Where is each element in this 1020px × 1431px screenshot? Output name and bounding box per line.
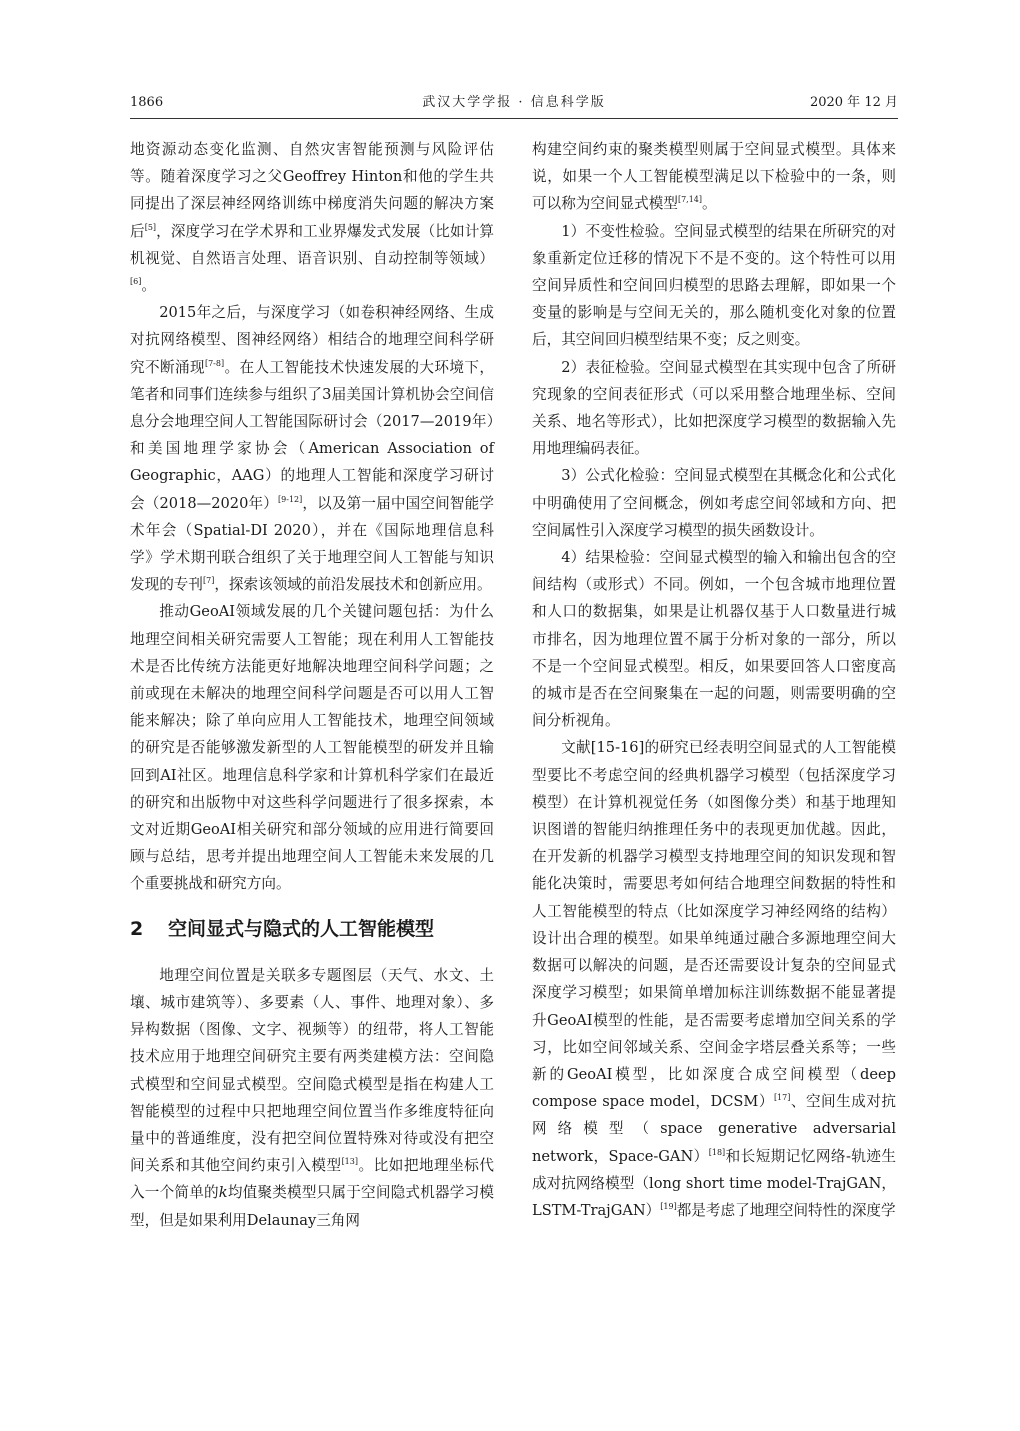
running-header bbox=[130, 92, 898, 119]
paragraph: 2）表征检验。空间显式模型在其实现中包含了所研究现象的空间表征形式（可以采用整合地理坐标、空间关系、地名等形式），比如把深度学习模型的数据输入先用地理编码表征。 bbox=[532, 358, 896, 458]
section-title: 空间显式与隐式的人工智能模型 bbox=[168, 917, 435, 940]
paragraph: 4）结果检验：空间显式模型的输入和输出包含的空间结构（或形式）不同。例如，一个包含城市地理位置和人口的数据集，如果是让机器仅基于人口数量进行城市排名，因为地理位置不属于分析对象的一部分，所以不是一个空间显式模型。相反，如果要回答人口密度高的城市是否在空间聚集在一起的问题，则需要明确的空间分析视角。 bbox=[532, 549, 896, 730]
paragraph: 构建空间约束的聚类模型则属于空间显式模型。具体来说，如果一个人工智能模型满足以下检验中的一条，则可以称为空间显式模型[7,14]。 bbox=[532, 141, 896, 213]
paragraph: 1）不变性检验。空间显式模型的结果在所研究的对象重新定位迁移的情况下不是不变的。这个特性可以用空间异质性和空间回归模型的思路去理解，即如果一个变量的影响是与空间无关的，那么随机变化对象的位置后，其空间回归模型结果不变；反之则变。 bbox=[532, 222, 896, 349]
citation[interactable]: [19] bbox=[660, 1202, 677, 1212]
citation[interactable]: [13] bbox=[341, 1157, 358, 1167]
citation[interactable]: [7,14] bbox=[677, 195, 703, 205]
journal-title: 武汉大学学报 · 信息科学版 bbox=[422, 95, 606, 110]
citation[interactable]: [6] bbox=[130, 277, 142, 287]
paragraph: 2015年之后，与深度学习（如卷积神经网络、生成对抗网络模型、图神经网络）相结合的地理空间科学研究不断涌现[7-8]。在人工智能技术快速发展的大环境下，笔者和同事们连续参与组织了3届美国计算机协会空间信息分会地理空间人工智能国际研讨会（2017—2019年）和美国地理学家协会（American Association of Geographic，AAG）的地理人工智能和深度学习研讨会（2018—2020年）[9-12]，以及第一届中国空间智能学术年会（Spatial-DI 2020），并在《国际地理信息科学》学术期刊联合组织了关于地理空间人工智能与知识发现的专刊[7]，探索该领域的前沿发展技术和创新应用。 bbox=[130, 304, 494, 594]
paragraph: 地资源动态变化监测、自然灾害智能预测与风险评估等。随着深度学习之父Geoffrey Hinton和他的学生共同提出了深层神经网络训练中梯度消失问题的解决方案后[5]，深度学习在学术界和工业界爆发式发展（比如计算机视觉、自然语言处理、语音识别、自动控制等领域）[6]。 bbox=[130, 141, 494, 295]
citation[interactable]: [17] bbox=[773, 1093, 791, 1103]
paragraph: 推动GeoAI领域发展的几个关键问题包括：为什么地理空间相关研究需要人工智能；现在利用人工智能技术是否比传统方法能更好地解决地理空间科学问题；之前或现在未解决的地理空间科学问题是否可以用人工智能来解决；除了单向应用人工智能技术，地理空间领域的研究是否能够激发新型的人工智能模型的研发并且输回到AI社区。地理信息科学家和计算机科学家们在最近的研究和出版物中对这些科学问题进行了很多探索，本文对近期GeoAI相关研究和部分领域的应用进行简要回顾与总结，思考并提出地理空间人工智能未来发展的几个重要挑战和研究方向。 bbox=[130, 603, 494, 893]
citation[interactable]: [18] bbox=[708, 1147, 726, 1157]
citation[interactable]: [9-12] bbox=[278, 494, 303, 504]
paragraph: 文献[15-16]的研究已经表明空间显式的人工智能模型要比不考虑空间的经典机器学习模型（包括深度学习模型）在计算机视觉任务（如图像分类）和基于地理知识图谱的智能归纳推理任务中的表现更加优越。因此，在开发新的机器学习模型支持地理空间的知识发现和智能化决策时，需要思考如何结合地理空间数据的特性和人工智能模型的特点（比如深度学习神经网络的结构）设计出合理的模型。如果单纯通过融合多源地理空间大数据可以解决的问题，是否还需要设计复杂的空间显式深度学习模型；如果简单增加标注训练数据不能显著提升GeoAI模型的性能，是否需要考虑增加空间关系的学习，比如空间邻域关系、空间金字塔层叠关系等；一些新的GeoAI模型，比如深度合成空间模型（deep compose space model，DCSM）[17]、空间生成对抗网络模型（space generative adversarial network，Space-GAN）[18]和长短期记忆网络-轨迹生成对抗网络模型（long short time model-TrajGAN，LSTM-TrajGAN）[19]都是考虑了地理空间特性的深度学 bbox=[532, 739, 896, 1219]
citation[interactable]: [7-8] bbox=[204, 358, 225, 368]
right-column bbox=[532, 136, 896, 1224]
citation[interactable]: [7] bbox=[202, 576, 215, 586]
left-column bbox=[130, 136, 494, 1234]
section-number: 2 bbox=[130, 917, 144, 940]
citation[interactable]: [5] bbox=[144, 222, 157, 232]
paragraph: 地理空间位置是关联多专题图层（天气、水文、土壤、城市建筑等）、多要素（人、事件、地理对象）、多异构数据（图像、文字、视频等）的纽带，将人工智能技术应用于地理空间研究主要有两类建模方法：空间隐式模型和空间显式模型。空间隐式模型是指在构建人工智能模型的过程中只把地理空间位置当作多维度特征向量中的普通维度，没有把空间位置特殊对待或没有把空间关系和其他空间约束引入模型[13]。比如把地理坐标代入一个简单的k均值聚类模型只属于空间隐式机器学习模型，但是如果利用Delaunay三角网 bbox=[130, 966, 494, 1229]
section-heading bbox=[130, 912, 494, 946]
italic-variable: k bbox=[218, 1184, 228, 1202]
page-number: 1866 bbox=[130, 95, 164, 110]
paragraph: 3）公式化检验：空间显式模型在其概念化和公式化中明确使用了空间概念，例如考虑空间邻域和方向、把空间属性引入深度学习模型的损失函数设计。 bbox=[532, 467, 896, 539]
issue-date: 2020 年 12 月 bbox=[809, 95, 898, 110]
